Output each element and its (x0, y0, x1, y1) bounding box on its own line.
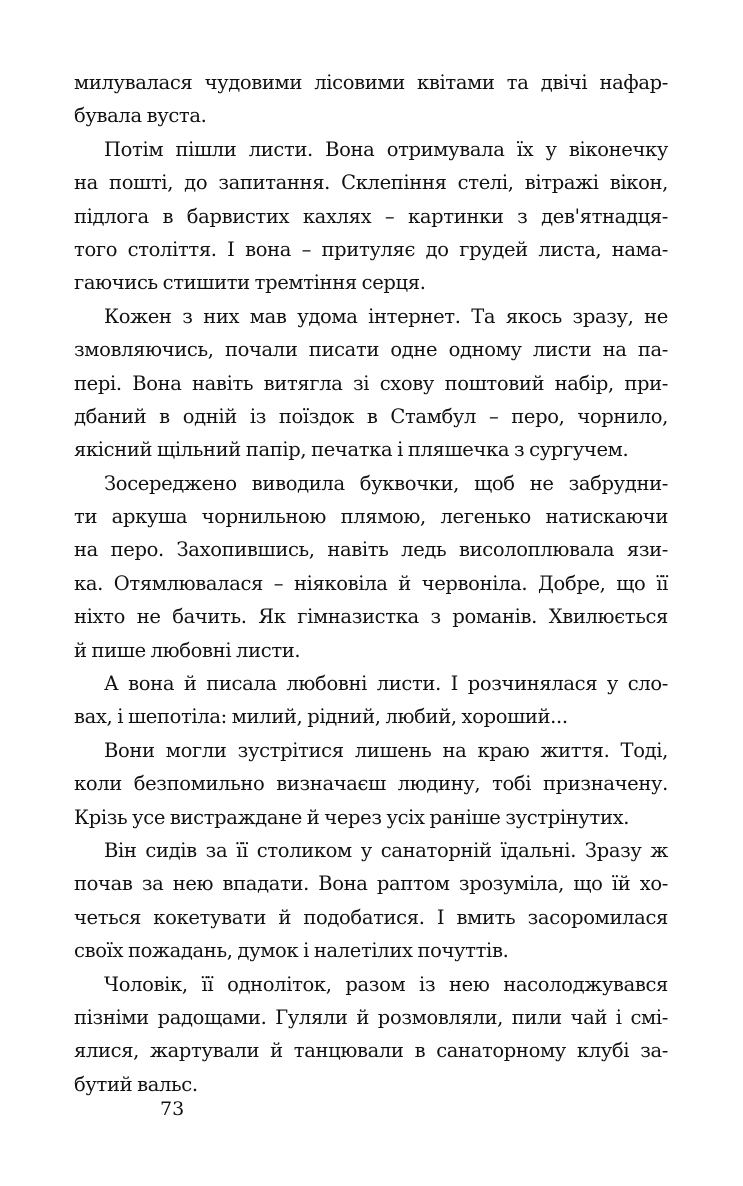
text-line: Вони могли зустрітися лишень на краю життя. Тоді, (104, 738, 668, 762)
text-line: на перо. Захопившись, навіть ледь висолоплювала язи- (74, 538, 668, 562)
text-line: своїх пожадань, думок і налетілих почуттів. (74, 939, 509, 963)
text-line: ти аркуша чорнильною плямою, легенько натискаючи (74, 505, 668, 529)
paragraph (74, 133, 668, 300)
text-line: Чоловік, її одноліток, разом із нею насолоджувався (104, 972, 668, 996)
text-line: Крізь усе вистраждане й через усіх раніше зустрінутих. (74, 805, 630, 829)
page-number: 73 (160, 1098, 185, 1120)
paragraph (74, 667, 668, 734)
text-line: підлога в барвистих кахлях – картинки з дев'ятнадця- (74, 204, 668, 228)
text-line: на пошті, до запитання. Склепіння стелі, вітражі вікон, (74, 171, 668, 195)
text-line: А вона й писала любовні листи. І розчинялася у сло- (104, 672, 668, 696)
paragraph (74, 467, 668, 667)
paragraph (74, 300, 668, 467)
text-line: Кожен з них мав удома інтернет. Та якось зразу, не (104, 304, 668, 328)
text-line: ніхто не бачить. Як гімназистка з романів. Хвилюється (74, 605, 668, 629)
text-line: четься кокетувати й подобатися. І вмить засоромилася (74, 905, 668, 929)
text-line: ялися, жартували й танцювали в санаторному клубі за- (74, 1039, 668, 1063)
text-line: вах, і шепотіла: милий, рідний, любий, хороший... (74, 705, 568, 729)
text-line: бувала вуста. (74, 104, 207, 128)
text-line: коли безпомильно визначаєш людину, тобі призначену. (74, 772, 668, 796)
text-line: бутий вальс. (74, 1072, 198, 1096)
text-line: милувалася чудовими лісовими квітами та двічі нафар- (74, 71, 668, 94)
text-line: змовляючись, почали писати одне одному листи на па- (74, 338, 668, 362)
text-line: пері. Вона навіть витягла зі схову поштовий набір, при- (74, 371, 668, 395)
book-page-text (74, 66, 668, 1101)
text-line: Зосереджено виводила буквочки, щоб не забрудни- (104, 471, 668, 495)
text-line: якісний щільний папір, печатка і пляшечка з сургучем. (74, 438, 629, 462)
text-line: того століття. І вона – притуляє до грудей листа, нама- (74, 237, 668, 261)
paragraph (74, 834, 668, 968)
text-line: Потім пішли листи. Вона отримувала їх у віконечку (104, 137, 668, 161)
text-line: Він сидів за її столиком у санаторній їдальні. Зразу ж (104, 838, 668, 862)
text-line: дбаний в одній із поїздок в Стамбул – перо, чорнило, (74, 404, 668, 428)
paragraph (74, 734, 668, 834)
paragraph (74, 66, 668, 133)
paragraph (74, 968, 668, 1102)
text-line: ка. Отямлювалася – ніяковіла й червоніла. Добре, що її (74, 571, 668, 595)
text-line: й пише любовні листи. (74, 638, 301, 662)
text-line: пізніми радощами. Гуляли й розмовляли, пили чай і смі- (74, 1005, 668, 1029)
text-line: почав за нею впадати. Вона раптом зрозуміла, що їй хо- (74, 872, 668, 896)
text-line: гаючись стишити тремтіння серця. (74, 271, 426, 295)
